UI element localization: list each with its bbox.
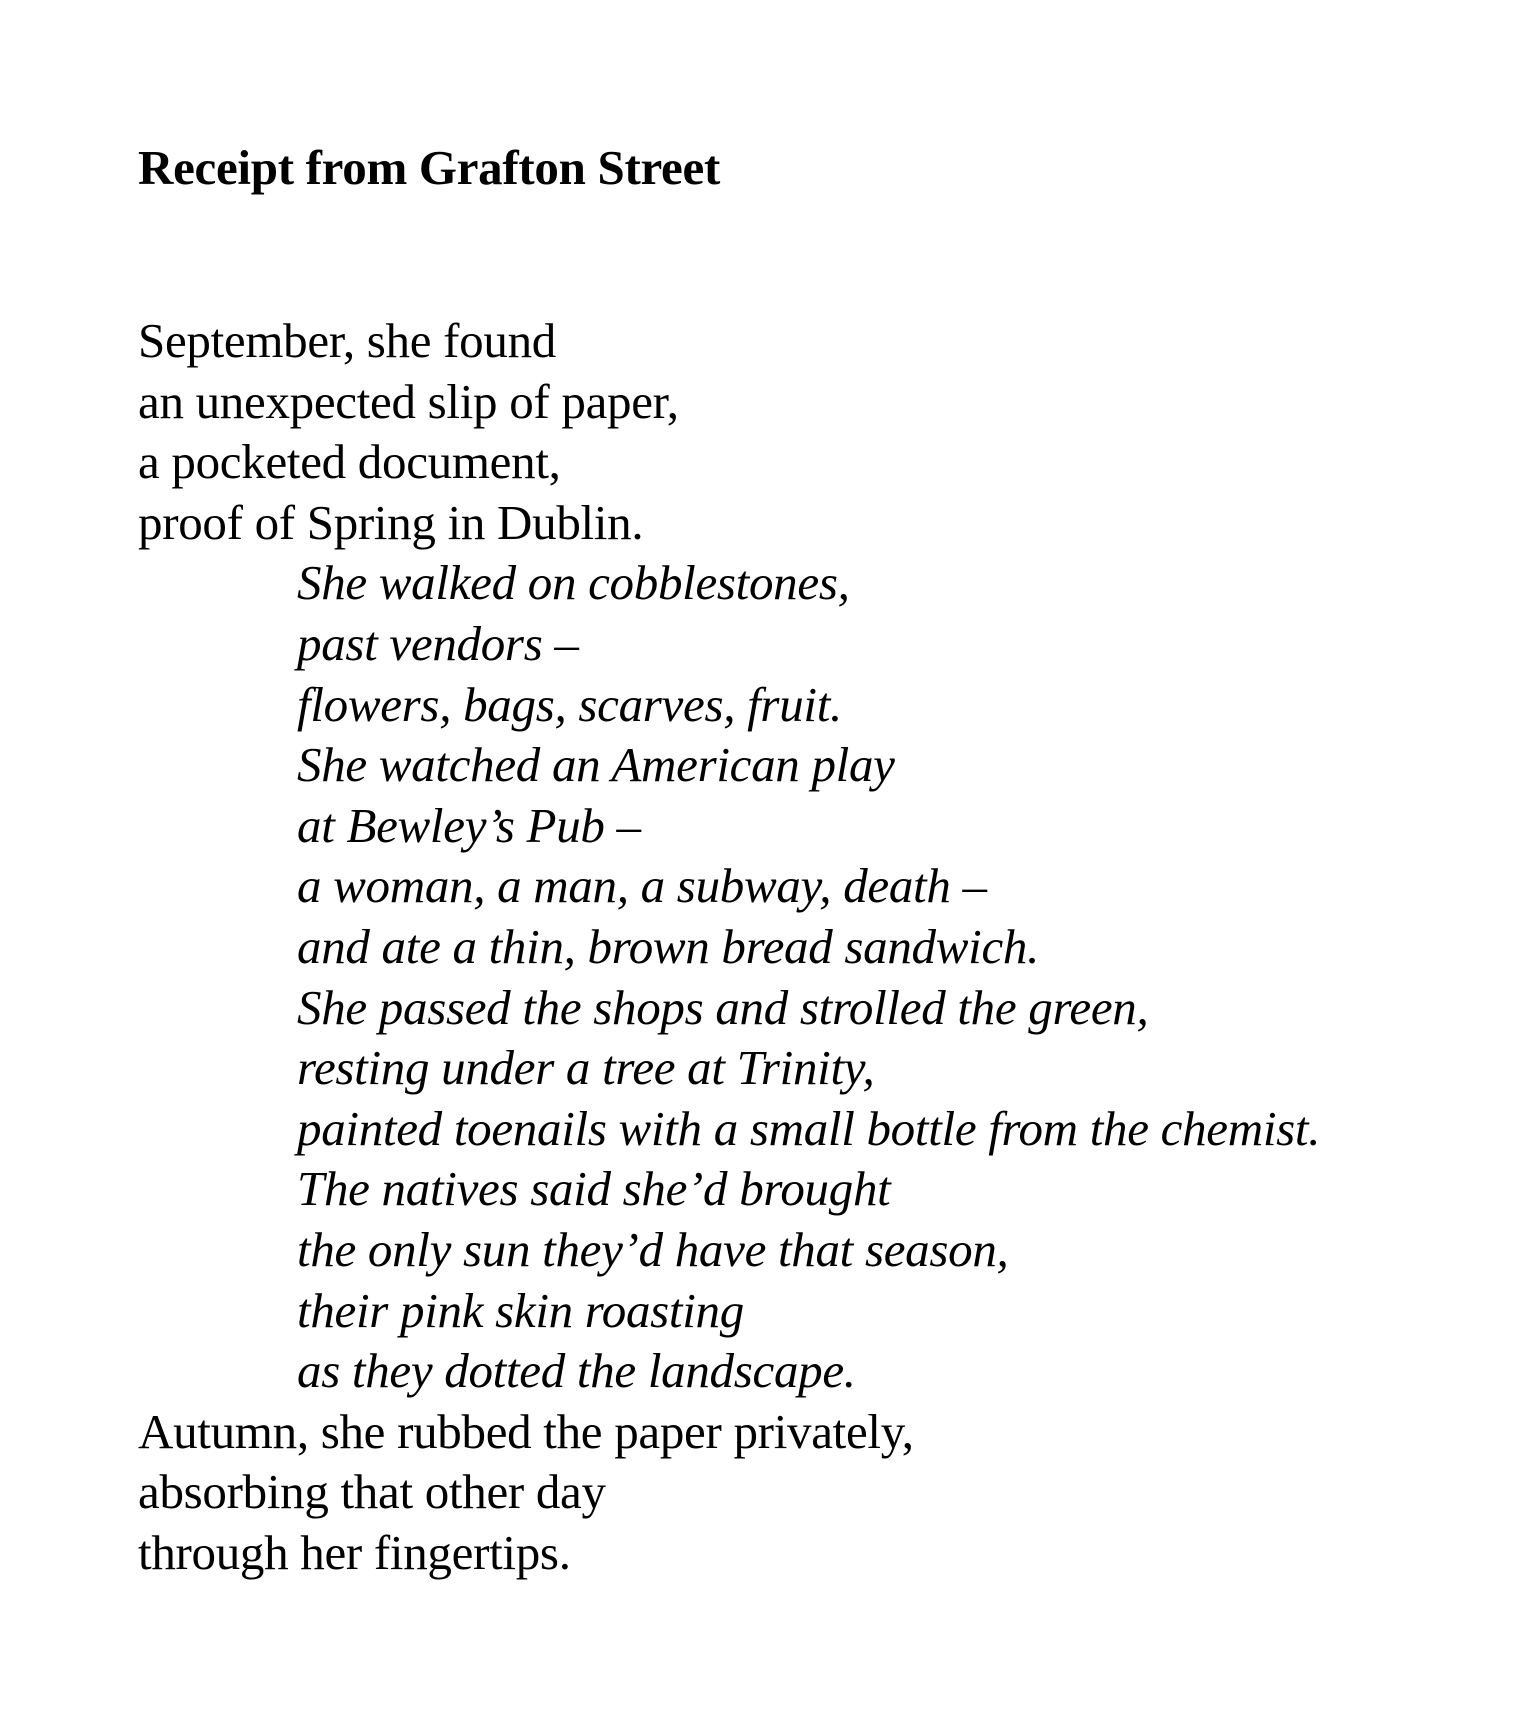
poem-line: through her fingertips. bbox=[138, 1524, 571, 1580]
poem-line: absorbing that other day bbox=[138, 1464, 606, 1520]
poem-line: an unexpected slip of paper, bbox=[138, 373, 679, 429]
poem-title: Receipt from Grafton Street bbox=[138, 140, 720, 195]
poem-line: Autumn, she rubbed the paper privately, bbox=[138, 1403, 914, 1459]
poem-line-italic: She watched an American play bbox=[297, 737, 895, 793]
poem-line: proof of Spring in Dublin. bbox=[138, 494, 644, 550]
poem-line-italic: painted toenails with a small bottle from the chemist. bbox=[297, 1100, 1321, 1156]
poem-line-italic: flowers, bags, scarves, fruit. bbox=[297, 676, 842, 732]
poem-line-italic: resting under a tree at Trinity, bbox=[297, 1040, 875, 1096]
poem-line: a pocketed document, bbox=[138, 434, 561, 490]
poem-body bbox=[138, 311, 1320, 1583]
poem-line-italic: a woman, a man, a subway, death – bbox=[297, 858, 987, 914]
poem-line-italic: at Bewley’s Pub – bbox=[297, 797, 641, 853]
poem-line-italic: their pink skin roasting bbox=[297, 1282, 744, 1338]
poem-line-italic: The natives said she’d brought bbox=[297, 1161, 891, 1217]
poem-line-italic: She passed the shops and strolled the green, bbox=[297, 979, 1149, 1035]
poem-line: September, she found bbox=[138, 313, 556, 368]
poem-line-italic: past vendors – bbox=[297, 615, 579, 671]
poem-line-italic: and ate a thin, brown bread sandwich. bbox=[297, 918, 1040, 974]
poem-line-italic: the only sun they’d have that season, bbox=[297, 1221, 1009, 1277]
poem-line-italic: as they dotted the landscape. bbox=[297, 1343, 856, 1399]
poem-line-italic: She walked on cobblestones, bbox=[297, 555, 850, 611]
